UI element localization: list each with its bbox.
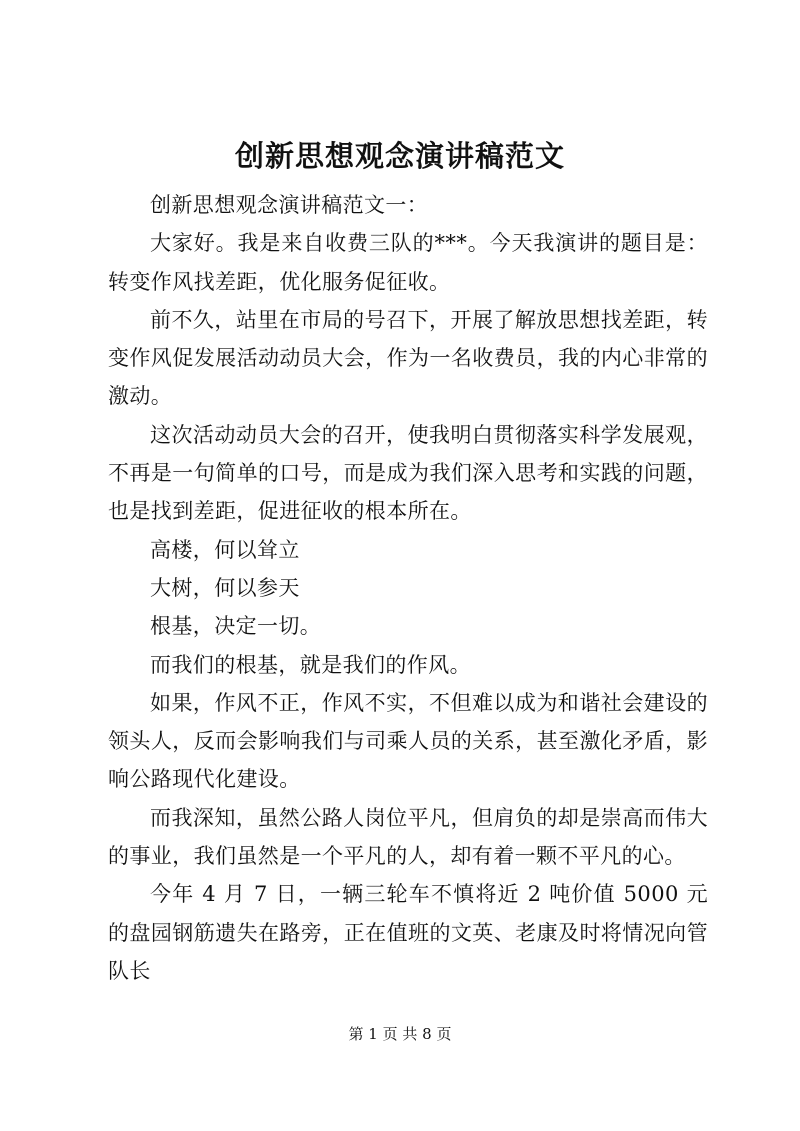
paragraph: 今年 4 月 7 日，一辆三轮车不慎将近 2 吨价值 5000 元的盘园钢筋遗失在路旁，正在值班的文英、老康及时将情况向管队长 — [108, 882, 708, 983]
document-title: 创新思想观念演讲稿范文 — [234, 139, 565, 173]
paragraph: 而我们的根基，就是我们的作风。 — [150, 652, 471, 677]
paragraph: 大树，何以参天 — [150, 575, 300, 600]
document-body — [108, 186, 708, 990]
paragraph: 如果，作风不正，作风不实，不但难以成为和谐社会建设的领头人，反而会影响我们与司乘人员的关系，甚至激化矛盾，影响公路现代化建设。 — [108, 690, 708, 792]
paragraph: 而我深知，虽然公路人岗位平凡，但肩负的却是崇高而伟大的事业，我们虽然是一个平凡的人，却有着一颗不平凡的心。 — [108, 805, 708, 869]
paragraph: 创新思想观念演讲稿范文一： — [150, 193, 429, 217]
paragraph: 这次活动动员大会的召开，使我明白贯彻落实科学发展观，不再是一句简单的口号，而是成为我们深入思考和实践的问题，也是找到差距，促进征收的根本所在。 — [108, 422, 708, 524]
paragraph: 高楼，何以耸立 — [150, 537, 300, 562]
paragraph: 大家好。我是来自收费三队的***。今天我演讲的题目是：转变作风找差距，优化服务促征收。 — [108, 231, 708, 294]
page-number-footer: 第 1 页 共 8 页 — [348, 1025, 452, 1043]
paragraph: 根基，决定一切。 — [150, 614, 322, 639]
paragraph: 前不久，站里在市局的号召下，开展了解放思想找差距，转变作风促发展活动动员大会，作为一名收费员，我的内心非常的激动。 — [108, 307, 708, 409]
